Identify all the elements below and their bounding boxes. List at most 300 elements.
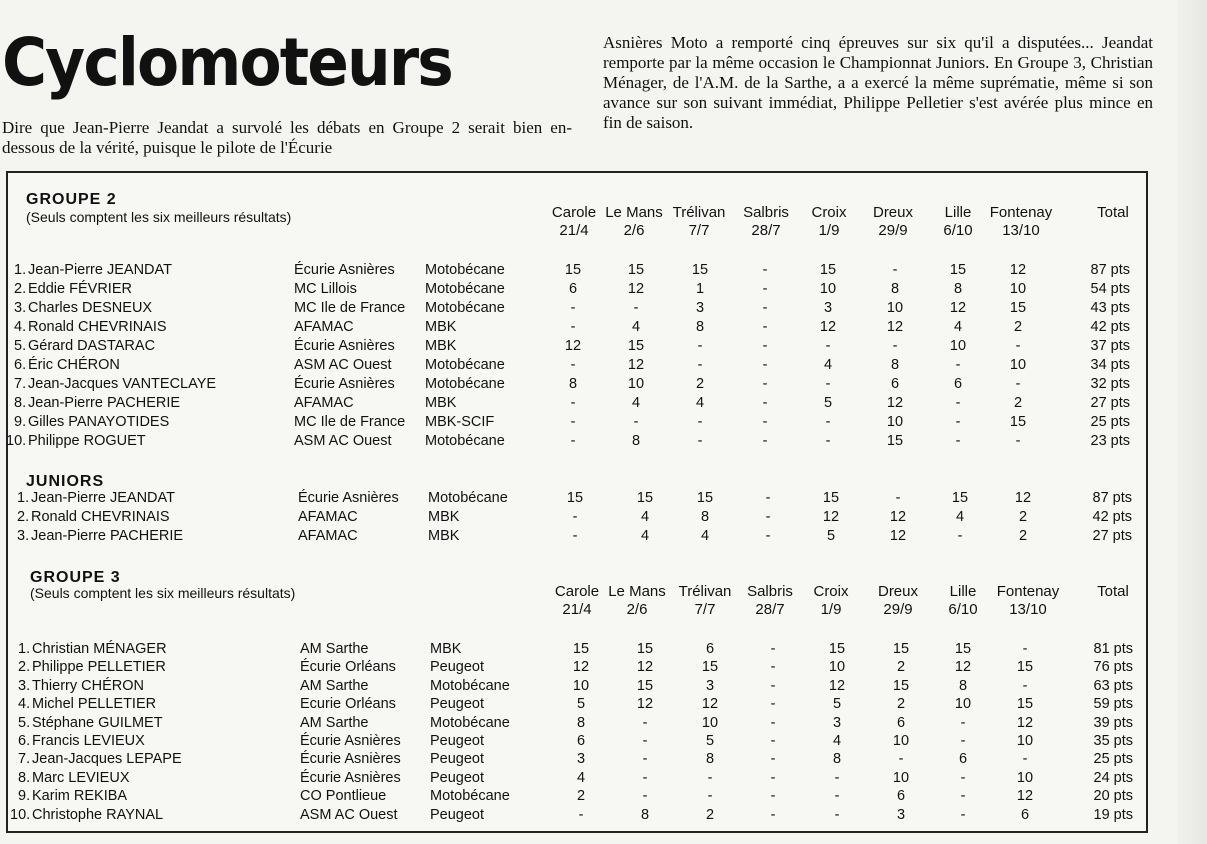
rider-name: Philippe PELLETIER <box>32 659 166 676</box>
rider-bike: MBK-SCIF <box>425 414 495 430</box>
score-cell: 4 <box>832 733 842 749</box>
score-cell: - <box>1015 433 1021 449</box>
score-cell: 12 <box>954 659 972 676</box>
score-cell: 15 <box>696 490 714 506</box>
rider-bike: Motobécane <box>425 281 505 297</box>
score-cell: 8 <box>890 281 900 297</box>
score-cell: 6 <box>568 281 578 297</box>
rider-total: 63 pts <box>1093 677 1133 694</box>
table-row <box>8 300 1148 319</box>
score-cell: 4 <box>640 528 650 544</box>
score-cell: 10 <box>828 659 846 676</box>
rider-total: 27 pts <box>1090 395 1130 411</box>
table-row <box>8 788 1148 807</box>
rider-bike: Motobécane <box>428 490 508 506</box>
score-cell: 8 <box>700 509 710 525</box>
score-cell: 2 <box>576 788 586 805</box>
rider-total: 76 pts <box>1093 659 1133 676</box>
table-row <box>8 319 1148 338</box>
score-cell: - <box>762 281 768 297</box>
score-cell: - <box>770 641 776 657</box>
rider-bike: Motobécane <box>425 433 505 449</box>
score-cell: 3 <box>832 714 842 731</box>
groupe2-header-total: Total <box>1097 204 1129 221</box>
score-cell: 2 <box>896 659 906 676</box>
score-cell: 6 <box>890 376 900 392</box>
score-cell: 15 <box>691 262 709 278</box>
table-row <box>8 696 1148 715</box>
score-cell: 2 <box>1013 395 1023 411</box>
rider-rank: 5. <box>14 338 27 354</box>
score-cell: - <box>762 433 768 449</box>
score-cell: - <box>762 262 768 278</box>
score-cell: 8 <box>695 319 705 335</box>
score-cell: 15 <box>892 641 910 657</box>
rider-name: Jean-Pierre PACHERIE <box>31 528 184 544</box>
table-row <box>8 281 1148 300</box>
groupe3-title: GROUPE 3 <box>30 569 121 586</box>
score-cell: - <box>957 528 963 544</box>
rider-rank: 3. <box>18 677 31 694</box>
groupe3-subtitle: (Seuls comptent les six meilleurs résultats) <box>30 585 296 601</box>
score-cell: 15 <box>822 490 840 506</box>
round-name: Le Mans <box>605 204 663 221</box>
table-row <box>8 509 1148 528</box>
score-cell: 4 <box>953 319 963 335</box>
rider-rank: 9. <box>14 414 27 430</box>
score-cell: - <box>892 262 898 278</box>
score-cell: 15 <box>636 677 654 694</box>
score-cell: - <box>762 319 768 335</box>
round-name: Croix <box>811 204 847 221</box>
score-cell: - <box>955 414 961 430</box>
score-cell: - <box>578 806 584 823</box>
rider-club: AFAMAC <box>294 395 354 411</box>
round-date: 28/7 <box>755 601 785 618</box>
round-name: Carole <box>554 583 600 600</box>
score-cell: - <box>770 714 776 731</box>
score-cell: 6 <box>958 751 968 768</box>
rider-total: 32 pts <box>1090 376 1130 392</box>
rider-bike: MBK <box>425 319 457 335</box>
round-date: 28/7 <box>751 222 781 239</box>
rider-rank: 4. <box>18 696 31 713</box>
rider-name: Jean-Pierre JEANDAT <box>31 490 175 506</box>
rider-name: Gilles PANAYOTIDES <box>28 414 170 430</box>
rider-name: Stéphane GUILMET <box>32 714 163 731</box>
intro-paragraph-left: Dire que Jean-Pierre Jeandat a survolé les débats en Groupe 2 serait bien en-dessous de la vérité, puisque le pilote de l'Écurie <box>2 118 572 157</box>
rider-club: AFAMAC <box>294 319 354 335</box>
score-cell: 15 <box>1009 300 1027 316</box>
score-cell: - <box>960 806 966 823</box>
round-date: 7/7 <box>688 222 710 239</box>
score-cell: 12 <box>886 319 904 335</box>
rider-rank: 1. <box>14 262 27 278</box>
score-cell: - <box>697 414 703 430</box>
score-cell: - <box>762 395 768 411</box>
rider-name: Karim REKIBA <box>32 788 128 805</box>
score-cell: - <box>1022 751 1028 768</box>
rider-bike: Motobécane <box>430 714 510 731</box>
score-cell: 15 <box>627 262 645 278</box>
table-row <box>8 659 1148 678</box>
rider-rank: 2. <box>14 281 27 297</box>
score-cell: 8 <box>953 281 963 297</box>
score-cell: 4 <box>955 509 965 525</box>
rider-name: Jean-Jacques VANTECLAYE <box>28 376 217 392</box>
score-cell: 12 <box>1016 714 1034 731</box>
round-name: Trélivan <box>678 583 732 600</box>
score-cell: 2 <box>1018 509 1028 525</box>
score-cell: 8 <box>890 357 900 373</box>
groupe2-subtitle: (Seuls comptent les six meilleurs résultats) <box>26 209 292 225</box>
score-cell: 6 <box>896 788 906 805</box>
score-cell: - <box>960 788 966 805</box>
rider-total: 35 pts <box>1093 733 1133 749</box>
score-cell: 10 <box>1009 281 1027 297</box>
score-cell: - <box>642 714 648 731</box>
score-cell: - <box>770 696 776 713</box>
score-cell: 5 <box>826 528 836 544</box>
results-table-box <box>6 171 1148 833</box>
rider-bike: Motobécane <box>425 262 505 278</box>
rider-club: Écurie Asnières <box>300 769 401 786</box>
round-date: 2/6 <box>626 601 648 618</box>
table-row <box>8 641 1148 660</box>
rider-total: 42 pts <box>1092 509 1132 525</box>
score-cell: 5 <box>576 696 586 713</box>
score-cell: 12 <box>627 357 645 373</box>
score-cell: 10 <box>1009 357 1027 373</box>
round-name: Dreux <box>872 204 913 221</box>
groupe3-header-total: Total <box>1097 583 1129 600</box>
score-cell: 10 <box>892 769 910 786</box>
score-cell: 15 <box>819 262 837 278</box>
score-cell: - <box>765 528 771 544</box>
score-cell: 4 <box>631 319 641 335</box>
table-row <box>8 395 1148 414</box>
score-cell: 5 <box>705 733 715 749</box>
round-name: Lille <box>949 583 977 600</box>
rider-total: 42 pts <box>1090 319 1130 335</box>
score-cell: 15 <box>1016 659 1034 676</box>
score-cell: - <box>642 751 648 768</box>
score-cell: 5 <box>823 395 833 411</box>
score-cell: - <box>834 788 840 805</box>
rider-rank: 7. <box>18 751 31 768</box>
rider-name: Christian MÉNAGER <box>32 641 167 657</box>
score-cell: 8 <box>832 751 842 768</box>
score-cell: - <box>770 788 776 805</box>
rider-total: 87 pts <box>1092 490 1132 506</box>
rider-bike: Motobécane <box>425 300 505 316</box>
round-name: Croix <box>813 583 849 600</box>
rider-bike: Peugeot <box>430 659 485 676</box>
score-cell: - <box>1022 641 1028 657</box>
rider-club: Ecurie Orléans <box>300 696 396 713</box>
rider-name: Michel PELLETIER <box>32 696 157 713</box>
round-date: 6/10 <box>948 601 978 618</box>
score-cell: - <box>895 490 901 506</box>
rider-bike: Peugeot <box>430 769 485 786</box>
score-cell: - <box>642 733 648 749</box>
rider-bike: MBK <box>428 509 460 525</box>
score-cell: 2 <box>1013 319 1023 335</box>
rider-club: Écurie Asnières <box>300 733 401 749</box>
score-cell: - <box>570 319 576 335</box>
score-cell: - <box>697 357 703 373</box>
score-cell: - <box>960 769 966 786</box>
table-row <box>8 433 1148 452</box>
rider-bike: Peugeot <box>430 751 485 768</box>
round-date: 1/9 <box>818 222 840 239</box>
rider-bike: Motobécane <box>430 788 510 805</box>
round-name: Fontenay <box>989 204 1053 221</box>
score-cell: 12 <box>1009 262 1027 278</box>
score-cell: 10 <box>627 376 645 392</box>
score-cell: 12 <box>636 659 654 676</box>
score-cell: 4 <box>823 357 833 373</box>
score-cell: 10 <box>954 696 972 713</box>
groupe2-header-8 <box>976 204 1066 240</box>
score-cell: 8 <box>631 433 641 449</box>
round-name: Lille <box>944 204 972 221</box>
rider-name: Jean-Pierre JEANDAT <box>28 262 172 278</box>
score-cell: 12 <box>949 300 967 316</box>
table-row <box>8 376 1148 395</box>
rider-bike: Peugeot <box>430 696 485 713</box>
score-cell: 3 <box>695 300 705 316</box>
score-cell: 3 <box>705 677 715 694</box>
rider-club: ASM AC Ouest <box>294 433 392 449</box>
table-row <box>8 770 1148 789</box>
round-date: 13/10 <box>1002 222 1040 239</box>
round-name: Dreux <box>877 583 918 600</box>
rider-total: 20 pts <box>1093 788 1133 805</box>
round-date: 2/6 <box>623 222 645 239</box>
rider-name: Thierry CHÉRON <box>32 677 144 694</box>
score-cell: 12 <box>564 338 582 354</box>
rider-total: 39 pts <box>1093 714 1133 731</box>
rider-total: 27 pts <box>1092 528 1132 544</box>
rider-name: Jean-Pierre PACHERIE <box>28 395 181 411</box>
round-date: 21/4 <box>562 601 592 618</box>
score-cell: 12 <box>828 677 846 694</box>
score-cell: - <box>707 788 713 805</box>
score-cell: - <box>770 733 776 749</box>
score-cell: 4 <box>576 769 586 786</box>
score-cell: 15 <box>892 677 910 694</box>
rider-name: Eddie FÉVRIER <box>28 281 132 297</box>
score-cell: 15 <box>951 490 969 506</box>
score-cell: 4 <box>695 395 705 411</box>
score-cell: 6 <box>896 714 906 731</box>
juniors-title: JUNIORS <box>26 473 105 490</box>
score-cell: - <box>570 357 576 373</box>
round-name: Salbris <box>743 204 789 221</box>
score-cell: - <box>955 357 961 373</box>
score-cell: - <box>770 659 776 676</box>
rider-rank: 2. <box>17 509 30 525</box>
score-cell: 10 <box>1016 733 1034 749</box>
score-cell: - <box>770 806 776 823</box>
score-cell: 2 <box>1018 528 1028 544</box>
rider-club: Écurie Asnières <box>294 262 395 278</box>
score-cell: - <box>892 338 898 354</box>
score-cell: 15 <box>572 641 590 657</box>
score-cell: - <box>572 528 578 544</box>
score-cell: 12 <box>572 659 590 676</box>
rider-rank: 2. <box>18 659 31 676</box>
score-cell: 15 <box>636 641 654 657</box>
round-date: 6/10 <box>943 222 973 239</box>
score-cell: 10 <box>886 414 904 430</box>
rider-total: 43 pts <box>1090 300 1130 316</box>
table-row <box>8 528 1148 547</box>
score-cell: 3 <box>823 300 833 316</box>
rider-name: Philippe ROGUET <box>28 433 146 449</box>
rider-name: Gérard DASTARAC <box>28 338 156 354</box>
rider-total: 37 pts <box>1090 338 1130 354</box>
round-name: Le Mans <box>608 583 666 600</box>
score-cell: - <box>570 300 576 316</box>
table-row <box>8 733 1148 752</box>
rider-bike: Peugeot <box>430 733 485 749</box>
score-cell: - <box>762 300 768 316</box>
score-cell: 12 <box>627 281 645 297</box>
score-cell: 4 <box>700 528 710 544</box>
round-date: 1/9 <box>820 601 842 618</box>
table-row <box>8 715 1148 734</box>
round-date: 29/9 <box>878 222 908 239</box>
rider-name: Éric CHÉRON <box>28 357 120 373</box>
score-cell: - <box>1015 376 1021 392</box>
rider-bike: Motobécane <box>430 677 510 694</box>
score-cell: - <box>642 788 648 805</box>
rider-name: Charles DESNEUX <box>28 300 153 316</box>
score-cell: - <box>570 395 576 411</box>
score-cell: 5 <box>832 696 842 713</box>
score-cell: - <box>960 714 966 731</box>
score-cell: - <box>770 677 776 694</box>
score-cell: - <box>762 357 768 373</box>
rider-club: AFAMAC <box>298 509 358 525</box>
rider-total: 24 pts <box>1093 769 1133 786</box>
rider-rank: 1. <box>17 490 30 506</box>
score-cell: 15 <box>564 262 582 278</box>
rider-total: 87 pts <box>1090 262 1130 278</box>
score-cell: 8 <box>958 677 968 694</box>
groupe3-header-8 <box>983 583 1073 619</box>
score-cell: - <box>633 414 639 430</box>
score-cell: 12 <box>822 509 840 525</box>
rider-name: Marc LEVIEUX <box>32 769 130 786</box>
rider-club: Écurie Asnières <box>294 376 395 392</box>
score-cell: - <box>770 769 776 786</box>
score-cell: - <box>697 338 703 354</box>
score-cell: 6 <box>576 733 586 749</box>
rider-club: MC Lillois <box>294 281 357 297</box>
rider-rank: 1. <box>18 641 31 657</box>
score-cell: 10 <box>949 338 967 354</box>
rider-name: Jean-Jacques LEPAPE <box>32 751 182 768</box>
rider-rank: 6. <box>14 357 27 373</box>
rider-bike: MBK <box>425 395 457 411</box>
table-row <box>8 490 1148 509</box>
rider-club: CO Pontlieue <box>300 788 387 805</box>
rider-total: 59 pts <box>1093 696 1133 713</box>
score-cell: 15 <box>1009 414 1027 430</box>
score-cell: - <box>762 338 768 354</box>
score-cell: - <box>960 733 966 749</box>
score-cell: - <box>825 433 831 449</box>
score-cell: - <box>1015 338 1021 354</box>
rider-club: AM Sarthe <box>300 641 369 657</box>
score-cell: 15 <box>627 338 645 354</box>
rider-club: Écurie Asnières <box>298 490 399 506</box>
score-cell: - <box>834 769 840 786</box>
round-date: 7/7 <box>694 601 716 618</box>
table-row <box>8 262 1148 281</box>
score-cell: - <box>570 414 576 430</box>
score-cell: 4 <box>631 395 641 411</box>
score-cell: 12 <box>819 319 837 335</box>
rider-total: 34 pts <box>1090 357 1130 373</box>
article-title: Cyclomoteurs <box>2 24 452 101</box>
rider-total: 25 pts <box>1090 414 1130 430</box>
score-cell: 12 <box>1014 490 1032 506</box>
score-cell: 10 <box>572 677 590 694</box>
rider-club: MC Ile de France <box>294 414 406 430</box>
rider-rank: 9. <box>18 788 31 805</box>
scan-page-edge <box>1177 0 1207 844</box>
rider-name: Ronald CHEVRINAIS <box>28 319 167 335</box>
round-date: 13/10 <box>1009 601 1047 618</box>
score-cell: 8 <box>705 751 715 768</box>
score-cell: 15 <box>1016 696 1034 713</box>
score-cell: - <box>898 751 904 768</box>
score-cell: 1 <box>695 281 705 297</box>
score-cell: 8 <box>568 376 578 392</box>
score-cell: 10 <box>892 733 910 749</box>
score-cell: 2 <box>705 806 715 823</box>
score-cell: 15 <box>886 433 904 449</box>
score-cell: 2 <box>695 376 705 392</box>
rider-rank: 4. <box>14 319 27 335</box>
score-cell: 12 <box>889 528 907 544</box>
rider-rank: 5. <box>18 714 31 731</box>
table-row <box>8 807 1148 826</box>
score-cell: - <box>955 433 961 449</box>
rider-rank: 8. <box>14 395 27 411</box>
score-cell: - <box>834 806 840 823</box>
score-cell: 2 <box>896 696 906 713</box>
score-cell: 10 <box>701 714 719 731</box>
score-cell: - <box>825 338 831 354</box>
score-cell: 15 <box>566 490 584 506</box>
round-name: Fontenay <box>996 583 1060 600</box>
rider-club: MC Ile de France <box>294 300 406 316</box>
rider-name: Christophe RAYNAL <box>32 806 164 823</box>
round-name: Carole <box>551 204 597 221</box>
rider-club: Écurie Orléans <box>300 659 396 676</box>
table-row <box>8 414 1148 433</box>
rider-club: ASM AC Ouest <box>294 357 392 373</box>
table-row <box>8 338 1148 357</box>
score-cell: 6 <box>953 376 963 392</box>
score-cell: - <box>765 509 771 525</box>
score-cell: 3 <box>576 751 586 768</box>
